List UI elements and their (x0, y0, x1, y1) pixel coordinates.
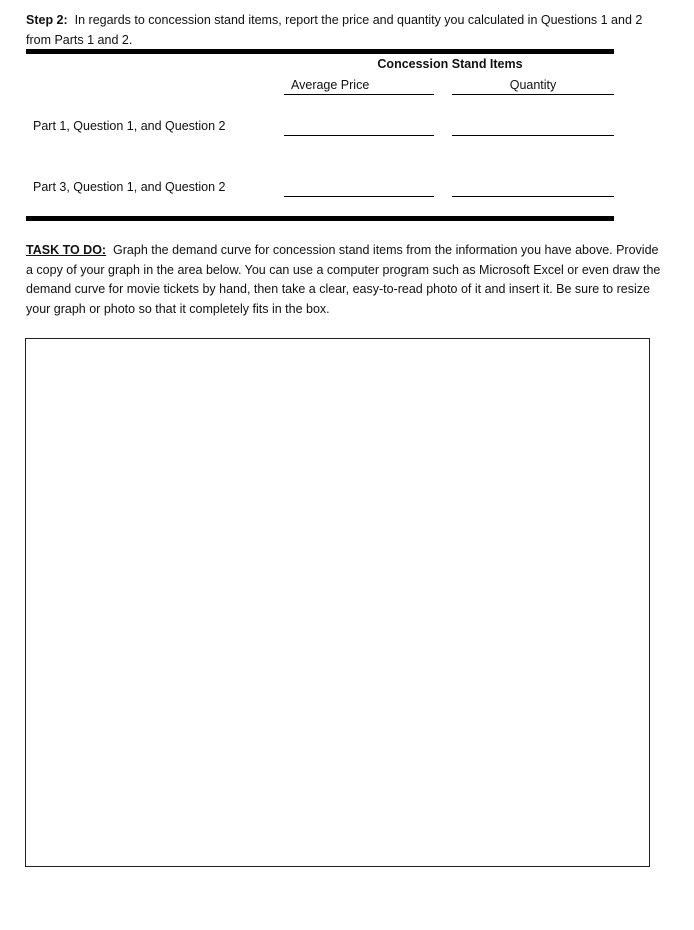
part-1-quantity-blank[interactable] (452, 135, 614, 136)
task-instructions (26, 241, 666, 320)
task-text: Graph the demand curve for concession stand items from the information you have above. Provide a copy of your graph in the area below. You can use a computer program such as Microsoft Excel or even draw the demand curve for movie tickets by hand, then take a clear, easy-to-read photo of it and insert it. Be sure to resize your graph or photo so that it completely fits in the box. (26, 243, 661, 317)
row-label-part-3: Part 3, Question 1, and Question 2 (33, 180, 226, 194)
table-top-rule (26, 49, 614, 54)
part-1-price-blank[interactable] (284, 135, 434, 136)
task-label: TASK TO DO: (26, 243, 107, 257)
column-header-average-price: Average Price (284, 77, 434, 95)
table-title: Concession Stand Items (377, 57, 523, 71)
step-2-instructions (26, 10, 666, 50)
part-3-quantity-blank[interactable] (452, 196, 614, 197)
step-text: In regards to concession stand items, report the price and quantity you calculated in Questions 1 and 2 from Parts 1 and 2. (26, 13, 643, 47)
table-bottom-rule (26, 216, 614, 221)
part-3-price-blank[interactable] (284, 196, 434, 197)
row-label-part-1: Part 1, Question 1, and Question 2 (33, 119, 226, 133)
graph-answer-box[interactable] (25, 338, 650, 867)
column-header-quantity: Quantity (452, 77, 614, 95)
step-label: Step 2: (26, 13, 68, 27)
